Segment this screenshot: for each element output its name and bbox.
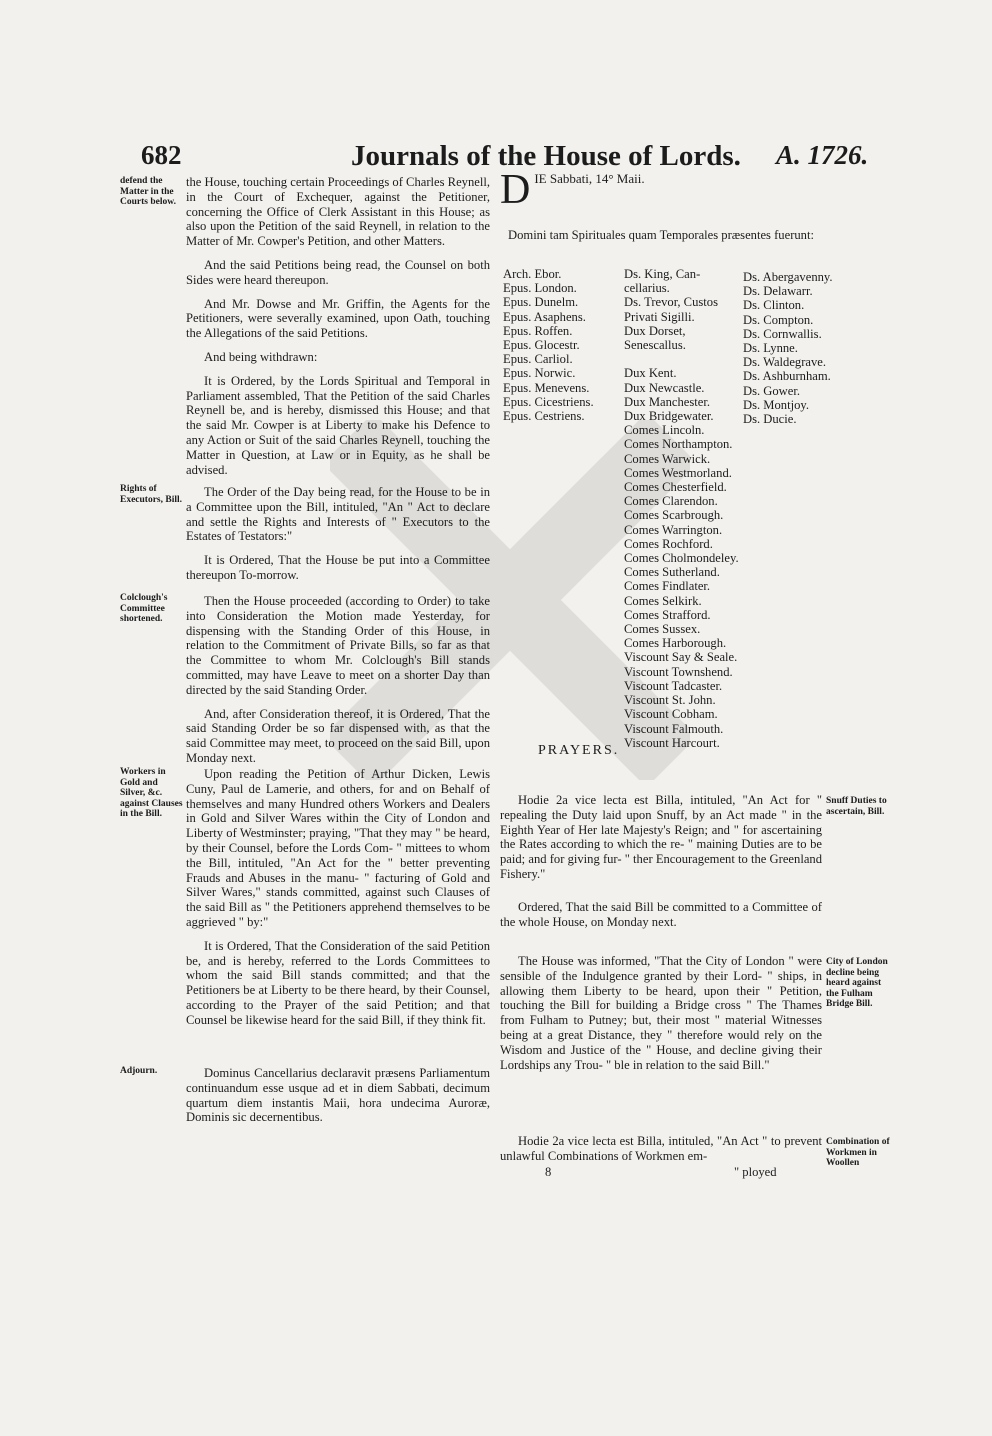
attendance-entry: Comes Selkirk. bbox=[624, 593, 702, 608]
margin-note-combination: Combination of Workmen in Woollen bbox=[826, 1137, 890, 1168]
attendance-entry: Comes Scarbrough. bbox=[624, 508, 724, 523]
attendance-entry: Viscount Harcourt. bbox=[624, 735, 720, 750]
attendance-entry: Epus. London. bbox=[503, 281, 577, 296]
attendance-entry: Viscount Say & Seale. bbox=[624, 650, 738, 665]
attendance-entry: Ds. Gower. bbox=[743, 383, 801, 398]
attendance-entry: Viscount Townshend. bbox=[624, 664, 733, 679]
paragraph: the House, touching certain Proceedings of Charles Reynell, in the Court of Exchequer, against the Petitioner, concerning the Office of Clerk Assistant in this House; as also upon the Petition of the said Reynell, in relation to the Matter of Mr. Cowper's Petition, and other Matters. bbox=[186, 175, 490, 249]
paragraph: And Mr. Dowse and Mr. Griffin, the Agents for the Petitioners, were severally examined, upon Oath, touching the Allegations of the said Petitions. bbox=[186, 296, 490, 341]
attendance-entry: Dux Newcastle. bbox=[624, 380, 705, 395]
attendance-entry: Epus. Cestriens. bbox=[503, 409, 585, 424]
paragraph: It is Ordered, by the Lords Spiritual and Temporal in Parliament assembled, That the Petition of the said Charles Reynell be, and is hereby, dismissed this House; and that the said Mr. Cowper is at Liberty to make his Defence to any Action or Suit of the said Charles Reynell, touching the Matter in Question, at Law or in Equity, as he shall be advised. bbox=[186, 373, 490, 477]
attendance-entry: Epus. Dunelm. bbox=[503, 295, 579, 310]
attendance-entry: Viscount Cobham. bbox=[624, 707, 718, 722]
paragraph: And the said Petitions being read, the Counsel on both Sides were heard thereupon. bbox=[186, 257, 490, 287]
attendance-entry: Comes Strafford. bbox=[624, 607, 711, 622]
attendance-entry: Epus. Menevens. bbox=[503, 380, 590, 395]
left-column-2 bbox=[186, 485, 490, 592]
attendance-entry: Epus. Roffen. bbox=[503, 323, 573, 338]
margin-note-snuff: Snuff Duties to ascertain, Bill. bbox=[826, 796, 887, 817]
attendance-entry bbox=[624, 352, 739, 366]
attendance-entry: Comes Sussex. bbox=[624, 622, 701, 637]
paragraph: Hodie 2a vice lecta est Billa, intituled, "An Act " to prevent unlawful Combinations of Workmen em- bbox=[500, 1134, 822, 1163]
date-text: IE Sabbati, 14° Maii. bbox=[534, 171, 645, 186]
paragraph: The Order of the Day being read, for the House to be in a Committee upon the Bill, intituled, "An " Act to declare and settle the Rights and Interests of " Executors to the Estates of Testators:" bbox=[186, 485, 490, 544]
paragraph: Hodie 2a vice lecta est Billa, intituled, "An Act for " repealing the Duty laid upon Snuff, by an Act made " in the Eighth Year of Her late Majesty's Reign; and " for ascertaining the Rates according to which the re- " maining Duties are to be paid; and for giving fur- " ther Encouragement to the Greenland Fishery." bbox=[500, 793, 822, 881]
attendance-entry: Dux Kent. bbox=[624, 366, 677, 381]
left-column-3 bbox=[186, 594, 490, 775]
margin-note-adjourn: Adjourn. bbox=[120, 1066, 158, 1076]
attendance-entry: Comes Findlater. bbox=[624, 579, 711, 594]
left-column-5 bbox=[186, 1066, 490, 1134]
page-number: 682 bbox=[141, 140, 182, 170]
attendance-entry: Ds. Ducie. bbox=[743, 412, 797, 427]
attendance-entry: Comes Harborough. bbox=[624, 636, 727, 651]
margin-note-executors: Rights of Executors, Bill. bbox=[120, 484, 183, 505]
paragraph: Then the House proceeded (according to Order) to take into Consideration the Motion made Yesterday, for dispensing with the Standing Order of this House, in relation to the Commitment of Private Bills, so far as that the Committee to whom Mr. Colclough's Bill stands committed, may have Leave to meet on a shorter Day than directed by the said Standing Order. bbox=[186, 594, 490, 697]
attendance-entry: Comes Westmorland. bbox=[624, 465, 732, 480]
margin-note-colclough: Colclough's Committee shortened. bbox=[120, 593, 168, 624]
year-heading: A. 1726. bbox=[776, 140, 869, 170]
attendance-entry: Ds. Clinton. bbox=[743, 298, 805, 313]
attendance-entry: Epus. Norwic. bbox=[503, 366, 576, 381]
paragraph: Dominus Cancellarius declaravit præsens Parliamentum continuandum esse usque ad et in diem Sabbati, decimum quartum diem instantis Maii, hora undecima Auroræ, Dominis sic decernentibus. bbox=[186, 1066, 490, 1125]
attendance-entry: Ds. Trevor, Custos bbox=[624, 295, 718, 310]
attendance-entry: Ds. King, Can- bbox=[624, 267, 701, 281]
left-column-4 bbox=[186, 767, 490, 1037]
paragraph: Ordered, That the said Bill be committed to a Committee of the whole House, on Monday next. bbox=[500, 900, 822, 929]
attendance-entry: Viscount St. John. bbox=[624, 693, 716, 708]
attendance-entry: Ds. Abergavenny. bbox=[743, 270, 833, 284]
paragraph: Upon reading the Petition of Arthur Dicken, Lewis Cuny, Paul de Lamerie, and others, for and on Behalf of themselves and many Hundred others Workers and Dealers in Gold and Silver Wares within the City of London and Liberty of Westminster; praying, "That they may " be heard, by their Counsel, before the Lords Com- " mittees to whom the Bill, intituled, "An Act for the " better preventing Frauds and Abuses in the manu- " facturing of Gold and Silver Wares," stands committed, against such Clauses of the said Bill as " the Petitioners apprehend themselves to be aggrieved " by:" bbox=[186, 767, 490, 929]
attendance-entry: Comes Lincoln. bbox=[624, 423, 705, 438]
list-barons bbox=[743, 270, 833, 426]
attendance-entry: Ds. Delawarr. bbox=[743, 284, 813, 299]
running-title: Journals of the House of Lords. bbox=[351, 140, 741, 172]
attendance-entry: Privati Sigilli. bbox=[624, 309, 695, 324]
margin-note-workers: Workers in Gold and Silver, &c. against Clauses in the Bill. bbox=[120, 767, 183, 819]
attendance-entry: Dux Bridgewater. bbox=[624, 409, 714, 424]
catchword: " ployed bbox=[734, 1165, 777, 1179]
attendance-entry: Epus. Cicestriens. bbox=[503, 394, 594, 409]
attendance-entry: Viscount Tadcaster. bbox=[624, 678, 723, 693]
attendance-entry: Ds. Montjoy. bbox=[743, 397, 810, 412]
margin-note-defend: defend the Matter in the Courts below. bbox=[120, 176, 176, 207]
paragraph: It is Ordered, That the Consideration of the said Petition be, and is hereby, referred to the Lords Committees to whom the said Bill stands committed; and that the Petitioners be at Liberty to be there heard, by their Counsel, according to the Prayer of the said Petition; and that Counsel be likewise heard for the said Bill, if they think fit. bbox=[186, 938, 490, 1027]
attendance-entry: Senescallus. bbox=[624, 338, 686, 353]
drop-capital: D bbox=[500, 167, 531, 213]
attendance-entry: Comes Warwick. bbox=[624, 451, 711, 466]
attendance-entry: Comes Northampton. bbox=[624, 437, 733, 452]
attendance-entry: Ds. Waldegrave. bbox=[743, 355, 827, 370]
list-lords-temporal bbox=[624, 267, 739, 750]
section-heading-prayers: PRAYERS. bbox=[538, 743, 620, 758]
attendance-entry: cellarius. bbox=[624, 281, 670, 296]
margin-note-city-london: City of London decline being heard against the Fulham Bridge Bill. bbox=[826, 957, 888, 1009]
right-column-city bbox=[500, 954, 822, 1081]
paragraph: And being withdrawn: bbox=[204, 349, 318, 364]
attendance-entry: Comes Warrington. bbox=[624, 522, 723, 537]
attendance-entry: Comes Sutherland. bbox=[624, 565, 720, 580]
right-column-prayers bbox=[500, 793, 822, 891]
attendance-entry: Comes Cholmondeley. bbox=[624, 551, 739, 566]
attendance-entry: Epus. Glocestr. bbox=[503, 338, 580, 353]
paragraph: The House was informed, "That the City of London " were sensible of the Indulgence granted by their Lord- " ships, in allowing them Liberty to be heard, upon their " Petition, touching the Bill for building a Bridge cross " The Thames from Fulham to Putney; but, their most " material Witnesses being at a great Distance, they " therefore would rely on the Wisdom and Justice of the " House, and decline giving their Lordships any Trou- " ble in relation to the said Bill." bbox=[500, 954, 822, 1072]
sitting-date bbox=[500, 167, 822, 213]
attendance-entry: Ds. Lynne. bbox=[743, 341, 798, 356]
attendance-entry: Viscount Falmouth. bbox=[624, 721, 724, 736]
left-column bbox=[186, 175, 490, 486]
signature-mark: 8 bbox=[545, 1165, 552, 1179]
attendance-entry: Ds. Ashburnham. bbox=[743, 369, 831, 384]
right-column-ordered bbox=[500, 900, 822, 939]
attendance-entry: Ds. Compton. bbox=[743, 312, 814, 327]
paragraph: It is Ordered, That the House be put into a Committee thereupon To-morrow. bbox=[186, 553, 490, 582]
attendance-entry: Arch. Ebor. bbox=[503, 267, 562, 281]
attendance-intro: Domini tam Spirituales quam Temporales præsentes fuerunt: bbox=[508, 228, 814, 242]
attendance-entry: Epus. Asaphens. bbox=[503, 309, 586, 324]
attendance-entry: Comes Chesterfield. bbox=[624, 480, 727, 495]
attendance-entry: Dux Manchester. bbox=[624, 394, 711, 409]
attendance-entry: Dux Dorset, bbox=[624, 323, 686, 338]
attendance-entry: Comes Rochford. bbox=[624, 536, 713, 551]
list-bishops bbox=[503, 267, 594, 423]
paragraph: And, after Consideration thereof, it is Ordered, That the said Standing Order be so far dispensed with, as that the said Committee may meet, to proceed on the said Bill, upon Monday next. bbox=[186, 706, 490, 765]
attendance-entry: Ds. Cornwallis. bbox=[743, 326, 822, 341]
attendance-entry: Comes Clarendon. bbox=[624, 494, 718, 509]
attendance-entry: Epus. Carliol. bbox=[503, 352, 573, 367]
